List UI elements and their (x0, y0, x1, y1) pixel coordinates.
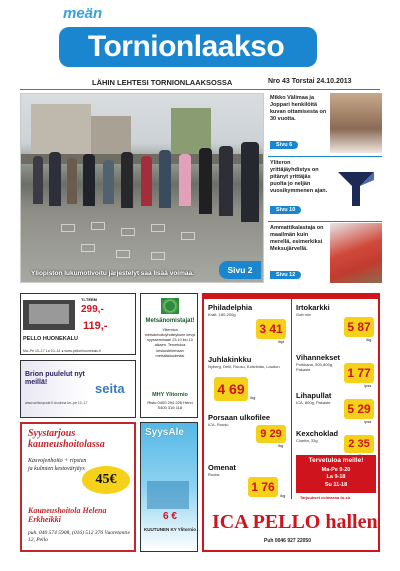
ad-title: Syystarjous kauneushoitolassa (28, 428, 105, 450)
teaser-text: Yliteron yrittäjäyhdistys on pitänyt yrittäjäs puolta jo neljän vuosikymmenen ajan. (270, 160, 328, 194)
price: 6 € (163, 511, 177, 522)
masthead-prefix: meän (63, 5, 103, 22)
offer-title: Vihannekset (296, 353, 341, 362)
ad-headline: Brion puulelut nyt meillä! (25, 371, 85, 387)
price-badge: 9 29 (256, 425, 286, 443)
price-unit: /kpl (278, 339, 285, 344)
ad-body: Yliternion metsänhoitoyhdistyksen kevyt syysseminaari 23.10 klo 10 alkaen. Tervetuloa keskustelemaan metsätaloudesta! (144, 328, 196, 358)
masthead (55, 5, 315, 71)
main-photo[interactable] (20, 93, 264, 283)
price-badge: 1 77 (344, 363, 374, 383)
tagline: LÄHIN LEHTESI TORNIONLAAKSOSSA (92, 78, 233, 87)
price-badge: 45€ (82, 466, 130, 494)
ad-pello-huonekalu[interactable] (20, 293, 136, 355)
ica-store-bar (204, 507, 378, 550)
seita-logo: seita (95, 381, 125, 396)
ad-title: SyysAle (145, 427, 184, 438)
price-badge: 5 87 (344, 317, 374, 337)
store-name: PELLO HUONEKALU (23, 336, 78, 342)
ad-description: Kasvojenhoito + ripsien ja kulmien kestovärjäys (28, 458, 87, 472)
welcome-text: Tervetuloa meille! (308, 457, 364, 464)
price-unit: /kg (280, 493, 286, 498)
offer-title: Philadelphia (208, 303, 253, 312)
offer-validity: Tarjoukset voimassa to-su (300, 495, 351, 500)
ad-kauneushoitola[interactable] (20, 422, 136, 552)
teaser-divider (268, 221, 382, 222)
offer-detail: Nyberg, Delli, Ruusu, Kotiviiriäs, Laudon (208, 364, 280, 369)
ad-phones: Risto 0400 294 226 Henri 0400 316 118 (147, 400, 193, 411)
price-badge: 3 41 (256, 319, 286, 339)
hours-saturday: La 9-18 (326, 474, 346, 481)
product-photo (147, 481, 189, 509)
offer-detail: ICA, Ruusu (208, 422, 229, 427)
teaser-text: Ammattikalastaja on maailmän kuin merellä, esimerkiksi Meksujärvellä. (270, 225, 324, 252)
offer-detail: Ruotsi (208, 472, 220, 477)
store-address: Ma–Pe 10–17 La 10–14 ● www.pellonhuonekalu.fi (23, 349, 102, 353)
page-link-sivu-12[interactable]: Sivu 12 (270, 271, 301, 279)
price-unit: /kg (250, 395, 256, 400)
ad-smallprint: www.seitanpuoti.fi Avoinna ke–pe 12–17 (25, 401, 88, 405)
ad-syysale[interactable] (140, 422, 198, 552)
hours-sunday: Su 11-18 (324, 481, 348, 488)
price-unit: /kg (366, 337, 372, 342)
offer-detail: Porkkana, 500-800g, Pakaste (296, 362, 334, 372)
offer-title: Porsaan ulkofilee (208, 413, 271, 422)
mhy-logo-icon (161, 298, 179, 314)
teaser-1[interactable] (268, 93, 382, 153)
header-rule (20, 89, 380, 90)
opening-hours (296, 455, 376, 493)
price-badge: 2 35 (344, 435, 374, 453)
ad-ica-pello[interactable] (202, 293, 380, 552)
offer-title: Juhlakinkku (208, 355, 252, 364)
ad-label: TI-TEEM (81, 297, 97, 302)
issue-date: Nro 43 Torstai 24.10.2013 (268, 78, 352, 85)
store-name: KUUTUNEN KY Ylitornio (143, 527, 197, 532)
offer-detail: Kraft, 180-200g (208, 312, 236, 317)
teaser-3[interactable] (268, 223, 382, 283)
store-phone: Puh 0046 927 22050 (264, 538, 311, 544)
hours-weekday: Ma-Pe 9-20 (321, 467, 351, 473)
ad-mhy-ylitornio[interactable] (140, 293, 198, 418)
ad-title: Metsänomistajat! (145, 318, 195, 324)
price-unit: /pss (364, 419, 372, 424)
price-badge: 5 29 (344, 399, 374, 419)
price-badge: 1 76 (248, 477, 278, 497)
offer-detail: Cloetta, 33g (296, 438, 318, 443)
yrittajat-logo-icon (330, 158, 382, 218)
offer-philadelphia[interactable] (208, 303, 288, 317)
store-name: ICA PELLO hallen (212, 511, 378, 533)
teaser-photo (330, 223, 382, 283)
offer-juhlakinkku[interactable] (208, 355, 288, 369)
offer-omenat[interactable] (208, 463, 288, 477)
price-unit: /pss (364, 383, 372, 388)
price-1: 299,- (81, 304, 104, 315)
grocery-divider (291, 299, 292, 499)
masthead-title: Tornionlaakso (87, 30, 285, 63)
teaser-2[interactable] (268, 158, 382, 218)
price-badge: 4 69 (214, 377, 248, 401)
offer-detail: Gott mix (296, 312, 311, 317)
business-name: Kauneushoitola Helena Erkheikki (28, 506, 107, 525)
ad-signature: MHY Ylitornio (152, 392, 188, 398)
page-link-sivu-10[interactable]: Sivu 10 (270, 206, 301, 214)
tv-screen (29, 304, 69, 324)
page-link-sivu-6[interactable]: Sivu 6 (270, 141, 298, 149)
photo-caption: Yliopiston lukumotivoitu järjestelyt saa lisää voimaa. (31, 270, 194, 277)
teaser-text: Mikko Välimaa ja Joppari henkilöitä kuvan ottamisesta on 30 vuotta. (270, 95, 327, 122)
hours-list (296, 467, 376, 489)
offer-title: Irtokarkki (296, 303, 330, 312)
teaser-logo (330, 158, 382, 218)
offer-title: Kexchoklad (296, 429, 339, 438)
price-unit: /kg (278, 443, 284, 448)
offer-title: Lihapullat (296, 391, 332, 400)
page-link-sivu-2[interactable]: Sivu 2 (219, 261, 261, 279)
offer-irtokarkki[interactable] (296, 303, 376, 317)
ad-seita[interactable] (20, 360, 136, 418)
price-2: 119,- (83, 320, 108, 332)
offer-detail: ICA, 800g, Pakaste (296, 400, 331, 405)
teaser-photo (330, 93, 382, 153)
offer-title: Omenat (208, 463, 236, 472)
teaser-divider (268, 156, 382, 157)
contact-info: puh. 040 574 5908, (016) 512 376 Vuoretantie 12, Pello (28, 530, 130, 544)
